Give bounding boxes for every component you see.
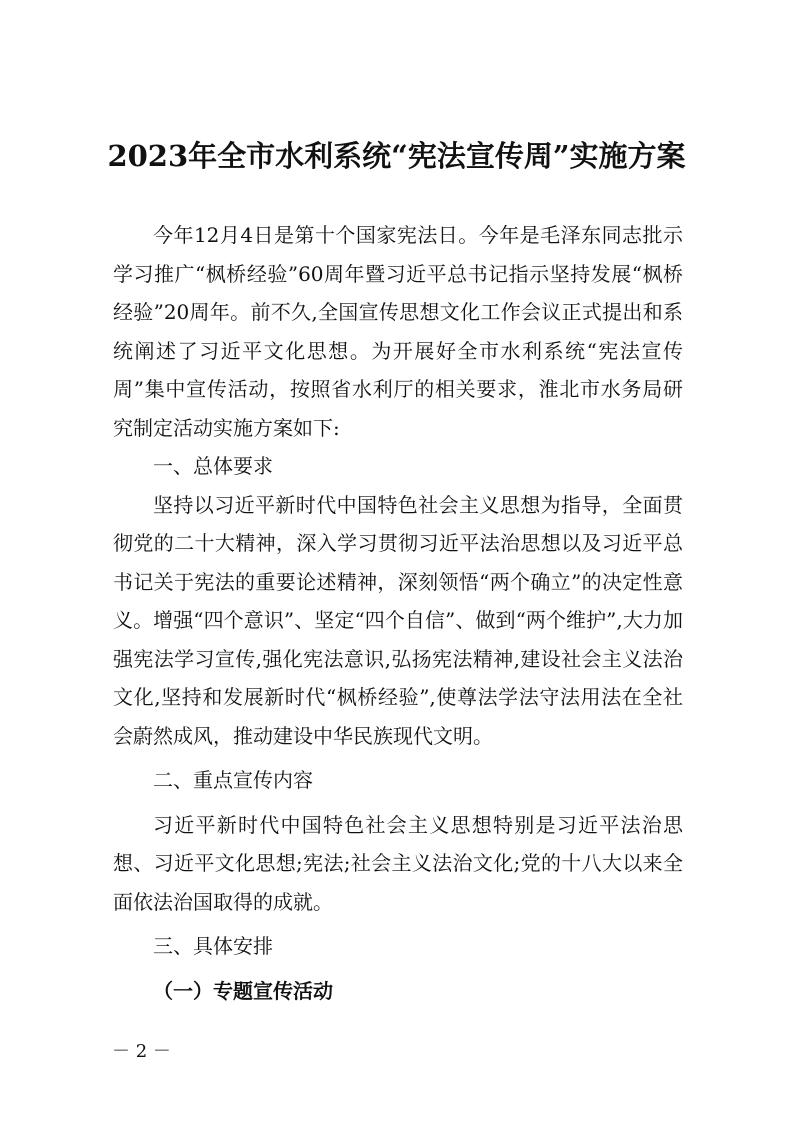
document-body <box>113 216 683 1010</box>
section-2-body: 习近平新时代中国特色社会主义思想特别是习近平法治思想、习近平文化思想;宪法;社会主义法治文化;党的十八大以来全面依法治国取得的成就。 <box>113 812 683 914</box>
intro-paragraph: 今年12月4日是第十个国家宪法日。今年是毛泽东同志批示学习推广“枫桥经验”60周年暨习近平总书记指示坚持发展“枫桥经验”20周年。前不久,全国宣传思想文化工作会议正式提出和系统阐述了习近平文化思想。为开展好全市水利系统“宪法宣传周”集中宣传活动，按照省水利厅的相关要求，淮北市水务局研究制定活动实施方案如下: <box>113 223 683 440</box>
page-number: － 2 － <box>112 1041 171 1062</box>
section-3-heading: 三、具体安排 <box>153 934 273 958</box>
section-1-heading: 一、总体要求 <box>153 454 273 478</box>
section-3-subheading-1: （一）专题宣传活动 <box>153 978 333 1003</box>
document-title: 2023年全市水利系统“宪法宣传周”实施方案 <box>107 139 686 173</box>
section-2-heading: 二、重点宣传内容 <box>153 768 313 792</box>
section-1-body: 坚持以习近平新时代中国特色社会主义思想为指导，全面贯彻党的二十大精神，深入学习贯彻习近平法治思想以及习近平总书记关于宪法的重要论述精神，深刻领悟“两个确立”的决定性意义。增强“四个意识”、坚定“四个自信”、做到“两个维护”,大力加强宪法学习宣传,强化宪法意识,弘扬宪法精神,建设社会主义法治文化,坚持和发展新时代“枫桥经验”,使尊法学法守法用法在全社会蔚然成风，推动建设中华民族现代文明。 <box>113 492 683 748</box>
